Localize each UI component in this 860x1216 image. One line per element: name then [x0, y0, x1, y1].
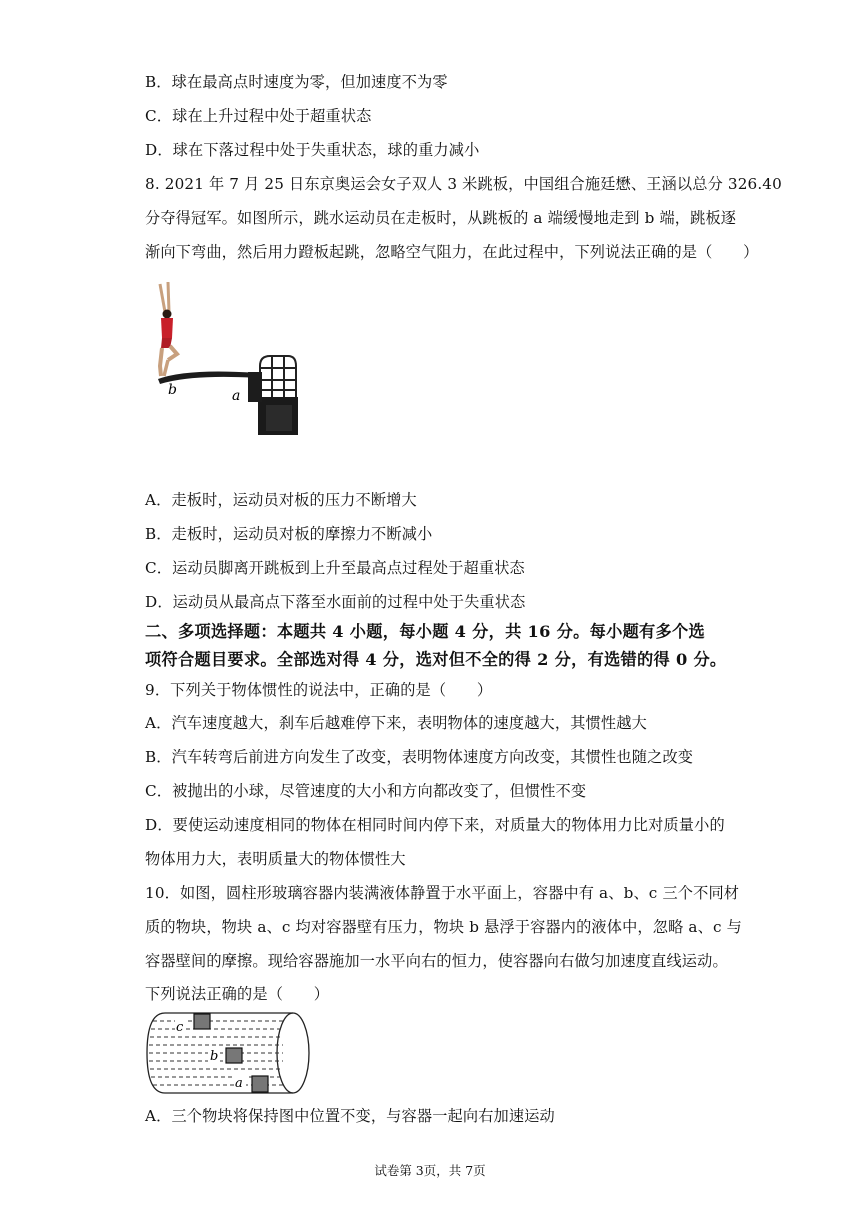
- label-b: b: [210, 1049, 219, 1064]
- q10-stem-line4: 下列说法正确的是（ ）: [145, 985, 330, 1003]
- label-b: b: [168, 382, 177, 398]
- q7-option-c: C．球在上升过程中处于超重状态: [145, 107, 372, 125]
- q7-option-b: B．球在最高点时速度为零，但加速度不为零: [145, 73, 448, 91]
- q10-stem-line2: 质的物块，物块 a、c 均对容器壁有压力，物块 b 悬浮于容器内的液体中，忽略 a、c 与: [145, 918, 742, 936]
- q8-option-b: B．走板时，运动员对板的摩擦力不断减小: [145, 525, 433, 543]
- q8-stem-line1: 8. 2021 年 7 月 25 日东京奥运会女子双人 3 米跳板，中国组合施廷懋、王涵以总分 326.40: [145, 175, 782, 193]
- q9-option-b: B．汽车转弯后前进方向发生了改变，表明物体速度方向改变，其惯性也随之改变: [145, 748, 694, 766]
- label-a: a: [235, 1076, 243, 1091]
- label-c: c: [176, 1020, 184, 1035]
- section2-heading-line2: 项符合题目要求。全部选对得 4 分，选对但不全的得 2 分，有选错的得 0 分。: [145, 650, 727, 669]
- q7-option-d: D．球在下落过程中处于失重状态，球的重力减小: [145, 141, 480, 159]
- q10-stem-line3: 容器壁间的摩擦。现给容器施加一水平向右的恒力，使容器向右做匀加速度直线运动。: [145, 952, 728, 970]
- q9-stem: 9．下列关于物体惯性的说法中，正确的是（ ）: [145, 681, 493, 699]
- q9-option-d-line1: D．要使运动速度相同的物体在相同时间内停下来，对质量大的物体用力比对质量小的: [145, 816, 725, 834]
- section2-heading-line1: 二、多项选择题：本题共 4 小题，每小题 4 分，共 16 分。每小题有多个选: [145, 622, 706, 641]
- q8-stem-line2: 分夺得冠军。如图所示，跳水运动员在走板时，从跳板的 a 端缓慢地走到 b 端，跳板逐: [145, 209, 737, 227]
- block-a: [252, 1076, 268, 1092]
- q10-option-a: A．三个物块将保持图中位置不变，与容器一起向右加速运动: [145, 1107, 555, 1125]
- q8-option-c: C．运动员脚离开跳板到上升至最高点过程处于超重状态: [145, 559, 525, 577]
- block-c: [194, 1014, 210, 1029]
- q10-stem-line1: 10．如图，圆柱形玻璃容器内装满液体静置于水平面上，容器中有 a、b、c 三个不同材: [145, 884, 740, 902]
- diving-board-figure: [148, 276, 308, 440]
- diver-figure: [160, 282, 177, 376]
- cylinder-container-figure: [143, 1008, 313, 1098]
- q9-option-c: C．被抛出的小球，尽管速度的大小和方向都改变了，但惯性不变: [145, 782, 587, 800]
- platform-railing: [260, 356, 296, 397]
- q8-option-a: A．走板时，运动员对板的压力不断增大: [145, 491, 417, 509]
- q8-option-d: D．运动员从最高点下落至水面前的过程中处于失重状态: [145, 593, 526, 611]
- label-a: a: [232, 388, 241, 404]
- block-b: [226, 1048, 242, 1063]
- q8-stem-line3: 渐向下弯曲，然后用力蹬板起跳，忽略空气阻力，在此过程中，下列说法正确的是（ ）: [145, 243, 759, 261]
- q9-option-a: A．汽车速度越大，刹车后越难停下来，表明物体的速度越大，其惯性越大: [145, 714, 647, 732]
- page-footer: 试卷第 3页，共 7页: [374, 1163, 486, 1178]
- q9-option-d-line2: 物体用力大，表明质量大的物体惯性大: [145, 850, 406, 868]
